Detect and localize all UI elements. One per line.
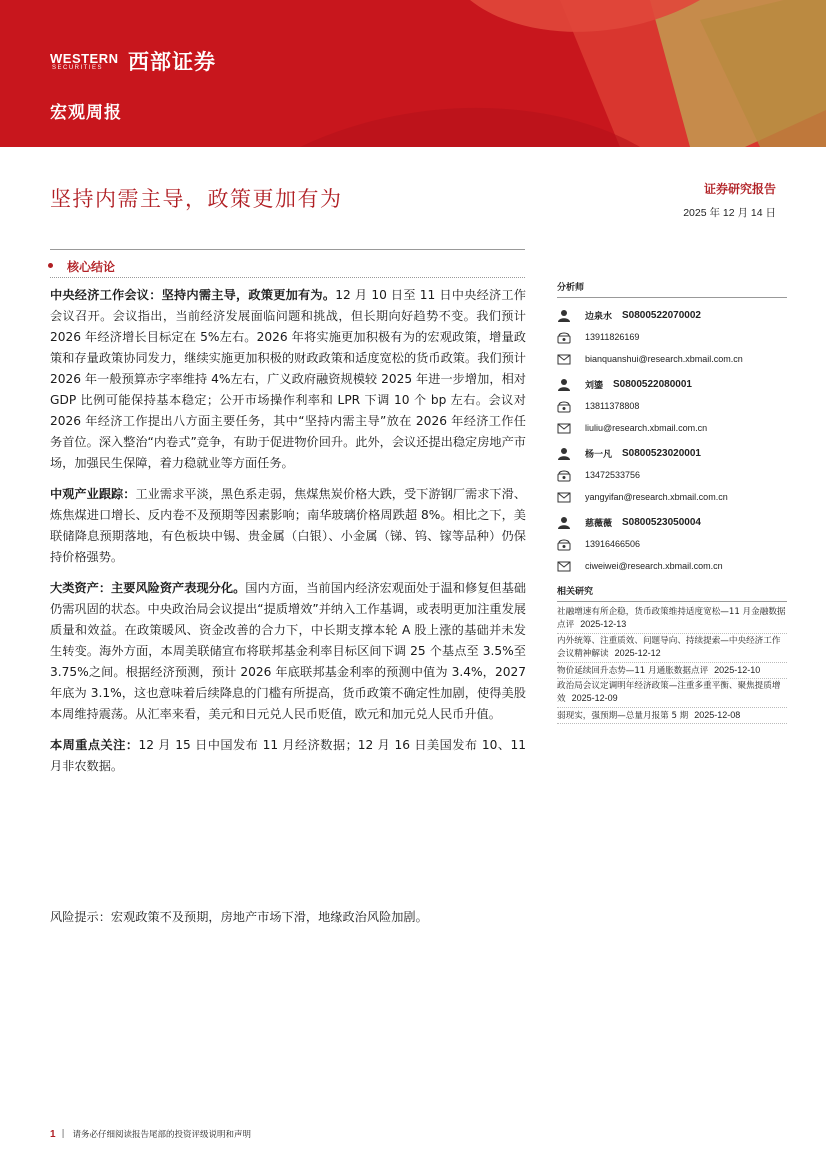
related-title: 弱现实，强预期—总量月报第 5 期 xyxy=(557,710,689,721)
footer-separator: | xyxy=(61,1129,65,1139)
core-conclusion-heading: 核心结论 xyxy=(48,258,115,275)
section-paragraph xyxy=(50,285,526,474)
report-kind: 证券研究报告 xyxy=(703,182,776,196)
analyst-card xyxy=(557,511,787,577)
analyst-email[interactable]: liuliu@research.xbmail.com.cn xyxy=(585,423,708,433)
phone-icon xyxy=(557,538,571,551)
analyst-email[interactable]: ciweiwei@research.xbmail.com.cn xyxy=(585,561,723,571)
related-item[interactable] xyxy=(557,606,787,634)
related-title: 社融增速有所企稳，货币政策维持适度宽松—11 月金融数据点评 xyxy=(557,607,786,631)
analyst-card xyxy=(557,373,787,439)
related-date: 2025-12-08 xyxy=(694,709,741,720)
related-item[interactable] xyxy=(557,635,787,663)
brand-logo xyxy=(50,48,216,74)
section-lead: 本周重点关注： xyxy=(50,738,139,752)
mail-icon xyxy=(557,560,571,573)
related-date: 2025-12-09 xyxy=(571,693,618,704)
related-date: 2025-12-13 xyxy=(580,619,627,630)
page-number: 1 xyxy=(50,1128,56,1140)
related-research-panel xyxy=(557,584,787,725)
page-title: 坚持内需主导，政策更加有为 xyxy=(50,187,343,211)
divider xyxy=(50,249,525,250)
analyst-email[interactable]: bianquanshui@research.xbmail.com.cn xyxy=(585,354,743,364)
section-lead: 中央经济工作会议：坚持内需主导，政策更加有为。 xyxy=(50,288,336,302)
analyst-phone: 13911826169 xyxy=(585,332,640,342)
section-paragraph xyxy=(50,484,526,568)
related-title: 政治局会议定调明年经济政策—注重多重平衡、聚焦提质增效 xyxy=(557,681,781,705)
analyst-code: S0800523050004 xyxy=(622,516,701,528)
related-item[interactable] xyxy=(557,680,787,708)
related-date: 2025-12-12 xyxy=(614,648,661,659)
analyst-panel xyxy=(557,280,787,580)
related-date: 2025-12-10 xyxy=(714,664,761,675)
person-icon xyxy=(557,516,571,529)
person-icon xyxy=(557,378,571,391)
analyst-card xyxy=(557,304,787,370)
analyst-code: S0800522070002 xyxy=(622,309,701,321)
report-body xyxy=(50,285,526,787)
logo-en-text: WESTERN xyxy=(50,51,119,66)
page-footer xyxy=(50,1128,251,1140)
section-text: 工业需求平淡，黑色系走弱，焦煤焦炭价格大跌，受下游钢厂需求下滑、炼焦煤进口增长、反内卷不及预期等因素影响；南华玻璃价格周跌超 8%。相比之下，美联储降息预期落地，有色板块中锡、贵金属（白银）、小金属（锑、钨、镓等品种）仍保持价格强势。 xyxy=(50,487,527,564)
analyst-name: 边泉水 xyxy=(585,311,613,322)
analyst-code: S0800522080001 xyxy=(613,378,692,390)
section-lead: 中观产业跟踪： xyxy=(50,487,136,501)
mail-icon xyxy=(557,353,571,366)
logo-cn-text: 西部证券 xyxy=(128,50,216,74)
phone-icon xyxy=(557,400,571,413)
related-title: 内外统筹、注重质效、问题导向、持续提索—中央经济工作会议精神解读 xyxy=(557,635,781,660)
analyst-name: 慈薇薇 xyxy=(585,518,613,529)
related-item[interactable] xyxy=(557,664,787,679)
analyst-phone: 13472533756 xyxy=(585,470,641,480)
section-text: 12 月 10 日至 11 日中央经济工作会议召开。会议指出，当前经济发展面临问题和挑战，但长期向好趋势不变。我们预计 2026 年经济增长目标定在 5%左右。2026 年将实施更加积极有为的宏观政策，增量政策和存量政策协同发力，继续实施更加积极的财政政策和适度宽松的货币政策。我们预计 2026 年一般预算赤字率维持 4%左右，广义政府融资规模较 2025 年进一步增加，相对 GDP 比例可能保持基本稳定；公开市场操作利率和 LPR 下调 10 个 bp 左右。会议对 2026 年经济工作提出八方面主要任务，其中“坚持内需主导”放在 2026 年经济工作任务首位。深入整治“内卷式”竞争，有助于促进物价回升。此外，会议还提出稳定房地产市场，加强民生保障，着力稳就业等方面任务。 xyxy=(50,288,526,470)
footer-note: 请务必仔细阅读报告尾部的投资评级说明和声明 xyxy=(72,1130,251,1140)
section-paragraph xyxy=(50,735,526,777)
related-item[interactable] xyxy=(557,709,787,724)
report-date: 2025 年 12 月 14 日 xyxy=(683,207,776,219)
divider xyxy=(50,277,525,278)
analyst-name: 杨一凡 xyxy=(585,449,613,460)
section-text: 国内方面，当前国内经济宏观面处于温和修复但基础仍需巩固的状态。中央政治局会议提出“提质增效”并纳入工作基调，或表明更加注重发展质量和效益。在政策暖风、资金改善的合力下，中长期支撑本轮 A 股上涨的基础并未发生转变。海外方面，本周美联储宣布将联邦基金利率目标区间下调 25 个基点至 3.5%至 3.75%之间。根据经济预测，预计 2026 年底联邦基金利率的预测中值为 3.4%，2027 年底为 3.1%，这也意味着后续降息的门槛有所提高，货币政策不确定性加剧，使得美股本周维持震荡。从汇率来看，美元和日元兑人民币贬值，欧元和加元兑人民币升值。 xyxy=(50,581,527,721)
section-text: 12 月 15 日中国发布 11 月经济数据；12 月 16 日美国发布 10、11 月非农数据。 xyxy=(50,738,526,773)
person-icon xyxy=(557,309,571,322)
analyst-heading: 分析师 xyxy=(557,280,787,298)
analyst-email[interactable]: yangyifan@research.xbmail.com.cn xyxy=(585,492,728,502)
analyst-name: 刘鎏 xyxy=(585,380,604,391)
related-title: 物价延续回升态势—11 月通胀数据点评 xyxy=(557,665,709,676)
phone-icon xyxy=(557,469,571,482)
analyst-phone: 13811378808 xyxy=(585,401,640,411)
person-icon xyxy=(557,447,571,460)
header-banner xyxy=(0,0,826,147)
analyst-phone: 13916466506 xyxy=(585,539,641,549)
related-heading: 相关研究 xyxy=(557,584,787,602)
mail-icon xyxy=(557,422,571,435)
phone-icon xyxy=(557,331,571,344)
section-lead: 大类资产：主要风险资产表现分化。 xyxy=(50,581,246,595)
bullet-icon xyxy=(48,263,53,268)
analyst-code: S0800523020001 xyxy=(622,447,701,459)
report-type: 宏观周报 xyxy=(50,103,122,123)
section-paragraph xyxy=(50,578,526,725)
logo-en-sub-text: SECURITIES xyxy=(52,65,104,71)
mail-icon xyxy=(557,491,571,504)
analyst-card xyxy=(557,442,787,508)
risk-note: 风险提示：宏观政策不及预期，房地产市场下滑，地缘政治风险加剧。 xyxy=(50,910,428,924)
